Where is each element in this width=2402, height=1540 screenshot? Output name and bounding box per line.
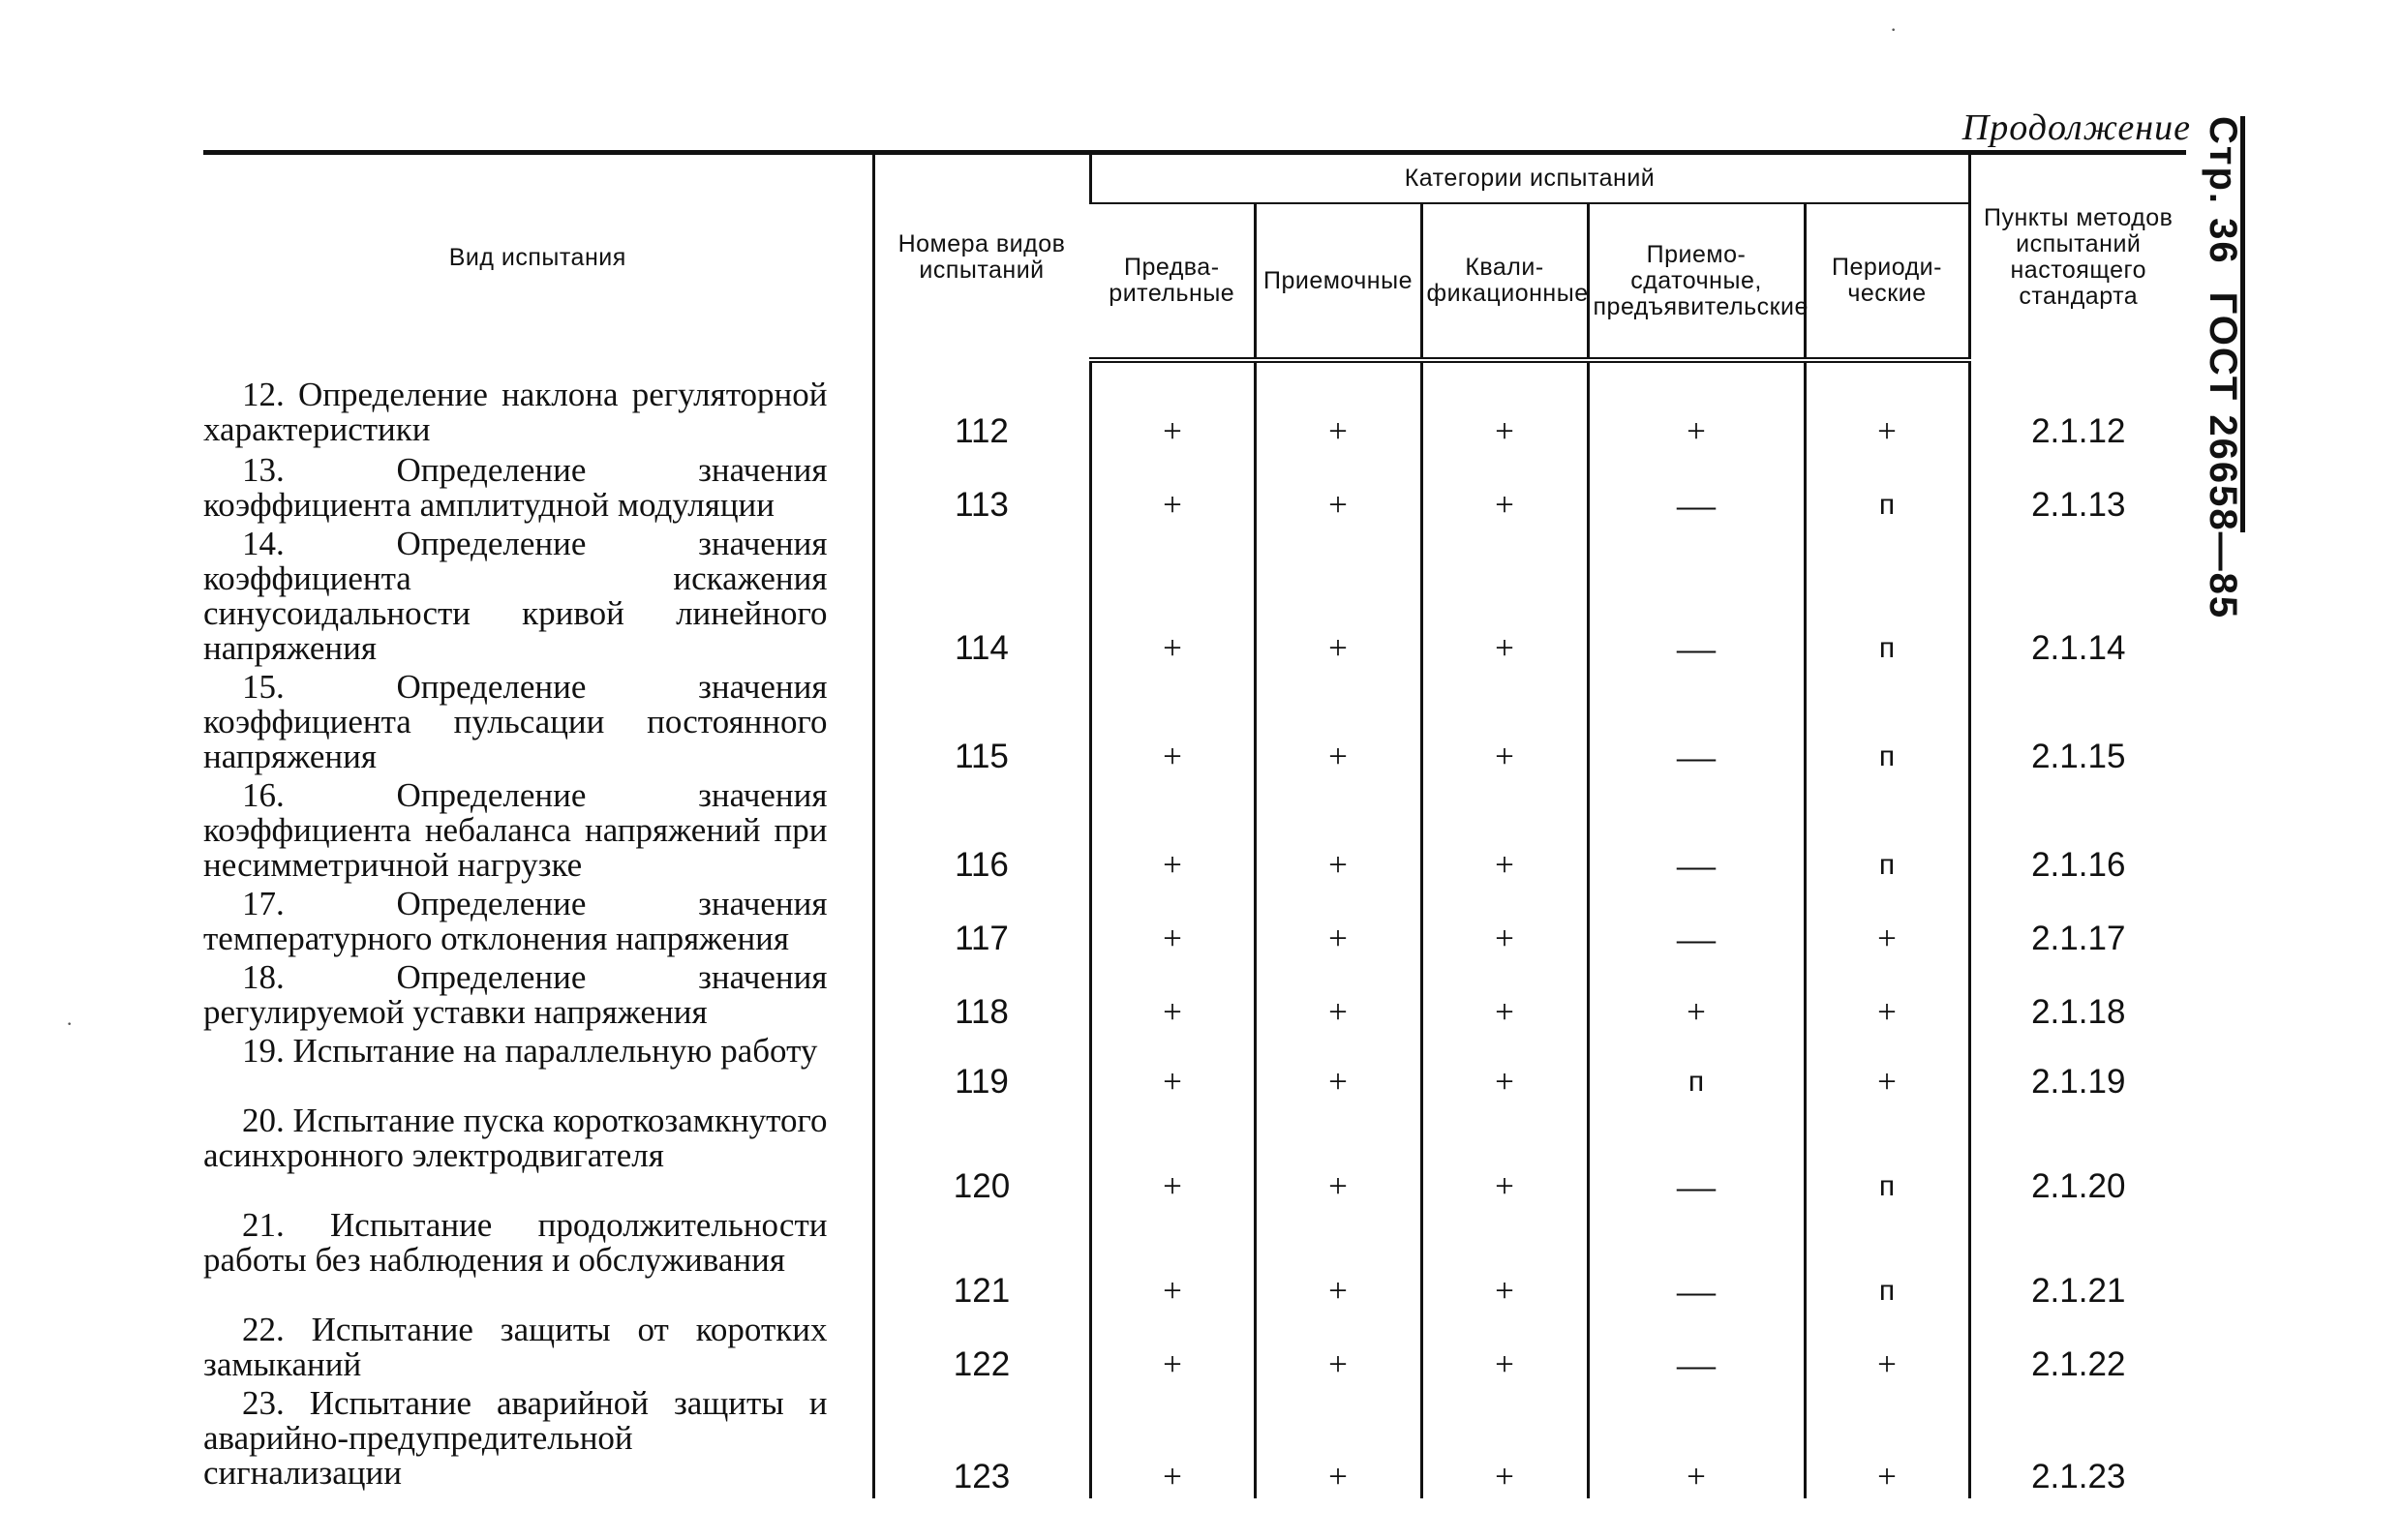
cell-qualification: + xyxy=(1421,527,1588,670)
row-method-clause: 2.1.16 xyxy=(1969,778,2186,887)
cell-periodic: п xyxy=(1805,1103,1969,1208)
cell-preliminary: + xyxy=(1090,1386,1255,1498)
cell-delivery: — xyxy=(1588,778,1805,887)
side-header-text xyxy=(2201,116,2244,647)
cell-qualification: + xyxy=(1421,1313,1588,1386)
row-test-name: 15. Определение значения коэффициента пульсации постоянного напряжения xyxy=(203,668,828,775)
cell-delivery: — xyxy=(1588,887,1805,960)
cell-periodic: + xyxy=(1805,360,1969,453)
scan-speck: · xyxy=(66,1012,74,1036)
row-method-clause: 2.1.17 xyxy=(1969,887,2186,960)
cell-acceptance: + xyxy=(1255,1313,1421,1386)
cell-periodic: + xyxy=(1805,887,1969,960)
row-test-number: 122 xyxy=(873,1313,1090,1386)
header-periodic: Периоди-ческие xyxy=(1805,203,1969,360)
row-method-clause: 2.1.21 xyxy=(1969,1208,2186,1313)
header-preliminary: Предва-рительные xyxy=(1090,203,1255,360)
cell-preliminary: + xyxy=(1090,1313,1255,1386)
table-row xyxy=(203,1034,2186,1103)
cell-delivery: — xyxy=(1588,670,1805,778)
cell-preliminary: + xyxy=(1090,887,1255,960)
row-test-number: 112 xyxy=(873,360,1090,453)
cell-periodic: + xyxy=(1805,1034,1969,1103)
row-test-name: 18. Определение значения регулируемой уставки напряжения xyxy=(203,958,828,1031)
cell-acceptance: + xyxy=(1255,1208,1421,1313)
table-row xyxy=(203,360,2186,453)
row-method-clause: 2.1.18 xyxy=(1969,960,2186,1034)
cell-periodic: + xyxy=(1805,1386,1969,1498)
row-test-number: 120 xyxy=(873,1103,1090,1208)
row-method-clause: 2.1.20 xyxy=(1969,1103,2186,1208)
cell-qualification: + xyxy=(1421,960,1588,1034)
cell-periodic: + xyxy=(1805,1313,1969,1386)
row-method-clause: 2.1.14 xyxy=(1969,527,2186,670)
cell-qualification: + xyxy=(1421,887,1588,960)
cell-acceptance: + xyxy=(1255,1103,1421,1208)
row-test-name: 20. Испытание пуска короткозамкнутого асинхронного электродвигателя xyxy=(203,1102,828,1174)
side-page-header xyxy=(2202,0,2304,620)
table-row xyxy=(203,778,2186,887)
continuation-label: Продолжение xyxy=(1961,107,2191,148)
cell-delivery: — xyxy=(1588,1208,1805,1313)
table-row xyxy=(203,1386,2186,1498)
row-test-number: 121 xyxy=(873,1208,1090,1313)
table-row xyxy=(203,1208,2186,1313)
row-test-name: 21. Испытание продолжительности работы без наблюдения и обслуживания xyxy=(203,1206,828,1279)
header-delivery: Приемо-сдаточные, предъявительские xyxy=(1588,203,1805,360)
table-row xyxy=(203,453,2186,527)
row-test-name: 13. Определение значения коэффициента амплитудной модуляции xyxy=(203,451,828,524)
header-test-type: Вид испытания xyxy=(448,243,626,271)
cell-preliminary: + xyxy=(1090,1208,1255,1313)
cell-preliminary: + xyxy=(1090,527,1255,670)
row-method-clause: 2.1.13 xyxy=(1969,453,2186,527)
row-method-clause: 2.1.12 xyxy=(1969,360,2186,453)
cell-delivery: + xyxy=(1588,960,1805,1034)
row-test-number: 115 xyxy=(873,670,1090,778)
cell-preliminary: + xyxy=(1090,453,1255,527)
row-method-clause: 2.1.22 xyxy=(1969,1313,2186,1386)
row-test-number: 114 xyxy=(873,527,1090,670)
cell-delivery: — xyxy=(1588,453,1805,527)
cell-acceptance: + xyxy=(1255,527,1421,670)
cell-acceptance: + xyxy=(1255,887,1421,960)
test-table xyxy=(203,150,2186,1498)
cell-qualification: + xyxy=(1421,453,1588,527)
row-test-number: 117 xyxy=(873,887,1090,960)
table-row xyxy=(203,1313,2186,1386)
row-test-name: 12. Определение наклона регуляторной характеристики xyxy=(203,376,828,448)
cell-preliminary: + xyxy=(1090,1103,1255,1208)
header-categories: Категории испытаний xyxy=(1090,155,1969,203)
header-qualification: Квали-фикационные xyxy=(1421,203,1588,360)
cell-acceptance: + xyxy=(1255,360,1421,453)
row-method-clause: 2.1.15 xyxy=(1969,670,2186,778)
cell-acceptance: + xyxy=(1255,1034,1421,1103)
row-test-number: 113 xyxy=(873,453,1090,527)
cell-delivery: — xyxy=(1588,527,1805,670)
row-method-clause: 2.1.23 xyxy=(1969,1386,2186,1498)
cell-qualification: + xyxy=(1421,1208,1588,1313)
cell-acceptance: + xyxy=(1255,670,1421,778)
table-row xyxy=(203,1103,2186,1208)
cell-preliminary: + xyxy=(1090,360,1255,453)
cell-preliminary: + xyxy=(1090,1034,1255,1103)
cell-qualification: + xyxy=(1421,1386,1588,1498)
cell-acceptance: + xyxy=(1255,1386,1421,1498)
cell-periodic: п xyxy=(1805,670,1969,778)
side-page-number: Стр. 36 xyxy=(2202,116,2244,265)
table-row xyxy=(203,887,2186,960)
row-test-name: 22. Испытание защиты от коротких замыканий xyxy=(203,1311,828,1383)
cell-preliminary: + xyxy=(1090,960,1255,1034)
cell-periodic: п xyxy=(1805,778,1969,887)
table-body xyxy=(203,360,2186,1498)
scan-speck: · xyxy=(1890,17,1898,42)
row-test-number: 119 xyxy=(873,1034,1090,1103)
header-acceptance: Приемочные xyxy=(1255,203,1421,360)
cell-delivery: + xyxy=(1588,360,1805,453)
row-test-name: 23. Испытание аварийной защиты и аварийно-предупредительной сигнализации xyxy=(203,1384,828,1492)
table-row xyxy=(203,527,2186,670)
row-test-name: 16. Определение значения коэффициента небаланса напряжений при несимметричной нагрузке xyxy=(203,776,828,884)
cell-qualification: + xyxy=(1421,670,1588,778)
cell-periodic: п xyxy=(1805,453,1969,527)
row-test-number: 118 xyxy=(873,960,1090,1034)
cell-delivery: + xyxy=(1588,1386,1805,1498)
table-row xyxy=(203,960,2186,1034)
cell-qualification: + xyxy=(1421,360,1588,453)
cell-qualification: + xyxy=(1421,1103,1588,1208)
cell-qualification: + xyxy=(1421,1034,1588,1103)
header-method-clauses: Пункты методов испытаний настоящего стандарта xyxy=(1969,155,2186,360)
cell-qualification: + xyxy=(1421,778,1588,887)
cell-preliminary: + xyxy=(1090,778,1255,887)
cell-periodic: п xyxy=(1805,527,1969,670)
cell-periodic: + xyxy=(1805,960,1969,1034)
row-method-clause: 2.1.19 xyxy=(1969,1034,2186,1103)
cell-acceptance: + xyxy=(1255,778,1421,887)
cell-acceptance: + xyxy=(1255,453,1421,527)
row-test-number: 116 xyxy=(873,778,1090,887)
cell-delivery: — xyxy=(1588,1103,1805,1208)
cell-delivery: — xyxy=(1588,1313,1805,1386)
row-test-name: 17. Определение значения температурного отклонения напряжения xyxy=(203,885,828,957)
table-row xyxy=(203,670,2186,778)
tests-table xyxy=(203,155,2186,1498)
row-test-name: 14. Определение значения коэффициента искажения синусоидальности кривой линейного напряжения xyxy=(203,525,828,667)
cell-preliminary: + xyxy=(1090,670,1255,778)
row-test-name: 19. Испытание на параллельную работу xyxy=(242,1032,818,1070)
cell-periodic: п xyxy=(1805,1208,1969,1313)
cell-delivery: п xyxy=(1588,1034,1805,1103)
header-test-numbers: Номера видов испытаний xyxy=(873,155,1090,360)
cell-acceptance: + xyxy=(1255,960,1421,1034)
row-test-number: 123 xyxy=(873,1386,1090,1498)
side-standard-code: ГОСТ 26658—85 xyxy=(2202,291,2244,620)
